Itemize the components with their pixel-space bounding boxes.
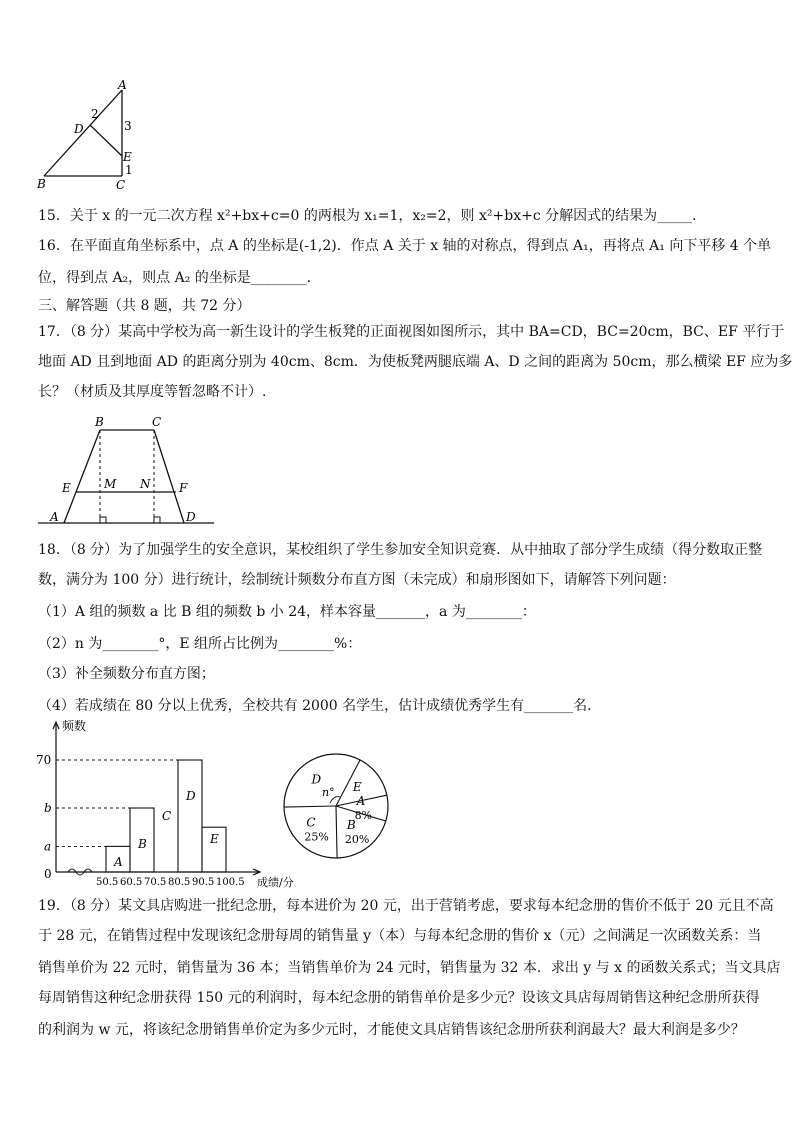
label-3: 3 [124, 119, 132, 133]
label-D: D [74, 122, 84, 136]
y-tick-2: b [44, 801, 52, 815]
question-19-line-3 [38, 958, 780, 978]
bar-label-C: C [162, 809, 172, 823]
bar-label-A: A [114, 855, 123, 869]
question-17-line-1 [38, 322, 784, 342]
frequency-histogram [34, 716, 314, 892]
pie-percent-C: 25% [304, 830, 329, 844]
x-tick-4: 90.5 [192, 877, 215, 888]
x-axis-label: 成绩/分 [257, 876, 294, 889]
question-16-line-1 [38, 236, 771, 256]
question-18-line-1 [38, 540, 762, 560]
question-16-line-2 [38, 268, 321, 288]
pie-label-A: A [356, 794, 366, 809]
label-A: A [50, 510, 59, 524]
question-18-part-2 [38, 634, 361, 654]
question-19-line-4 [38, 988, 760, 1008]
pie-label-D: D [311, 772, 322, 787]
bar-label-D: D [186, 789, 196, 803]
trapezoid-figure [34, 412, 224, 528]
section-heading-text: 三、解答题（共 8 题，共 72 分） [38, 298, 251, 314]
label-A: A [118, 78, 127, 92]
q19-line-2: 于 28 元，在销售过程中发现该纪念册每周的销售量 y（本）与每本纪念册的售价 x（元）之间满足一次函数关系：当 [38, 928, 762, 944]
x-tick-5: 100.5 [216, 877, 245, 888]
q18-line-5: （3）补全频数分布直方图； [38, 666, 215, 682]
question-15 [38, 206, 706, 226]
x-tick-1: 60.5 [120, 877, 143, 888]
label-E: E [62, 481, 71, 495]
q17-line-1: 17．（8 分）某高中学校为高一新生设计的学生板凳的正面视图如图所示，其中 BA=CD，BC=20cm，BC、EF 平行于 [38, 324, 785, 340]
bar-label-E: E [210, 832, 219, 847]
question-19-line-2 [38, 926, 761, 946]
pie-label-C: C [306, 815, 316, 830]
label-B: B [95, 415, 104, 429]
pie-label-B: B [346, 817, 356, 832]
q18-line-2: 数，满分为 100 分）进行统计，绘制统计频数分布直方图（未完成）和扇形图如下，请解答下列问题： [38, 572, 676, 588]
q17-line-3: 长？（材质及其厚度等暂忽略不计）. [38, 384, 267, 400]
y-tick-0: 0 [44, 867, 52, 881]
label-B: B [37, 177, 46, 191]
bar-D [178, 760, 202, 872]
q15-line-1: 15．关于 x 的一元二次方程 x²+bx+c=0 的两根为 x₁=1，x₂=2，则 x²+bx+c 分解因式的结果为_____． [38, 208, 707, 224]
pie-percent-B: 20% [344, 832, 370, 846]
bar-label-B: B [138, 837, 147, 851]
label-2: 2 [91, 107, 99, 121]
section-heading [38, 296, 251, 316]
question-18-part-1 [38, 602, 536, 622]
y-axis-label: 频数 [62, 719, 87, 733]
q16-line-1: 16．在平面直角坐标系中，点 A 的坐标是(-1,2)．作点 A 关于 x 轴的对称点，得到点 A₁，再将点 A₁ 向下平移 4 个单 [38, 238, 772, 254]
label-D: D [186, 510, 196, 524]
q18-line-4: （2）n 为________°，E 组所占比例为________%： [38, 636, 362, 652]
question-17-line-3 [38, 382, 266, 402]
x-tick-0: 50.5 [96, 877, 119, 888]
question-18-line-2 [38, 570, 676, 590]
question-19-line-5 [38, 1020, 745, 1040]
label-E: E [123, 150, 132, 164]
y-tick-3: 70 [36, 753, 52, 767]
q19-line-4: 每周销售这种纪念册获得 150 元的利润时，每本纪念册的销售单价是多少元？设该文具店每周销售这种纪念册所获得 [38, 990, 760, 1006]
q19-line-1: 19．（8 分）某文具店购进一批纪念册，每本进价为 20 元，出于营销考虑，要求每本纪念册的售价不低于 20 元且不高 [38, 898, 774, 914]
x-tick-3: 80.5 [168, 877, 191, 888]
pie-label-E: E [352, 780, 362, 795]
pie-percent-A: 8% [354, 809, 373, 823]
triangle-figure [34, 78, 144, 193]
q18-line-1: 18．（8 分）为了加强学生的安全意识，某校组织了学生参加安全知识竞赛．从中抽取了部分学生成绩（得分数取正整 [38, 542, 763, 558]
x-tick-2: 70.5 [144, 877, 167, 888]
y-tick-1: a [44, 839, 52, 854]
angle-label: n° [322, 786, 335, 799]
q18-line-3: （1）A 组的频数 a 比 B 组的频数 b 小 24，样本容量_______，a 为________： [38, 604, 536, 620]
q16-line-2: 位，得到点 A₂，则点 A₂ 的坐标是________． [38, 270, 321, 286]
q19-line-3: 销售单价为 22 元时，销售量为 36 本；当销售单价为 24 元时，销售量为 32 本．求出 y 与 x 的函数关系式；当文具店 [38, 960, 781, 976]
label-1: 1 [125, 163, 133, 177]
q18-line-6: （4）若成绩在 80 分以上优秀，全校共有 2000 名学生，估计成绩优秀学生有_______名． [38, 698, 602, 714]
label-C: C [152, 415, 162, 429]
question-19-line-1 [38, 896, 774, 916]
label-C: C [116, 178, 126, 192]
label-N: N [140, 477, 151, 491]
label-M: M [104, 477, 117, 491]
question-18-part-4 [38, 696, 601, 716]
q19-line-5: 的利润为 w 元，将该纪念册销售单价定为多少元时，才能使文具店销售该纪念册所获利润最大？最大利润是多少？ [38, 1022, 745, 1038]
question-17-line-2 [38, 352, 792, 372]
q17-line-2: 地面 AD 且到地面 AD 的距离分别为 40cm、8cm．为使板凳两腿底端 A、D 之间的距离为 50cm，那么横梁 EF 应为多 [38, 354, 793, 370]
sector-pie-chart [276, 748, 396, 868]
question-18-part-3 [38, 664, 215, 684]
label-F: F [179, 481, 188, 495]
